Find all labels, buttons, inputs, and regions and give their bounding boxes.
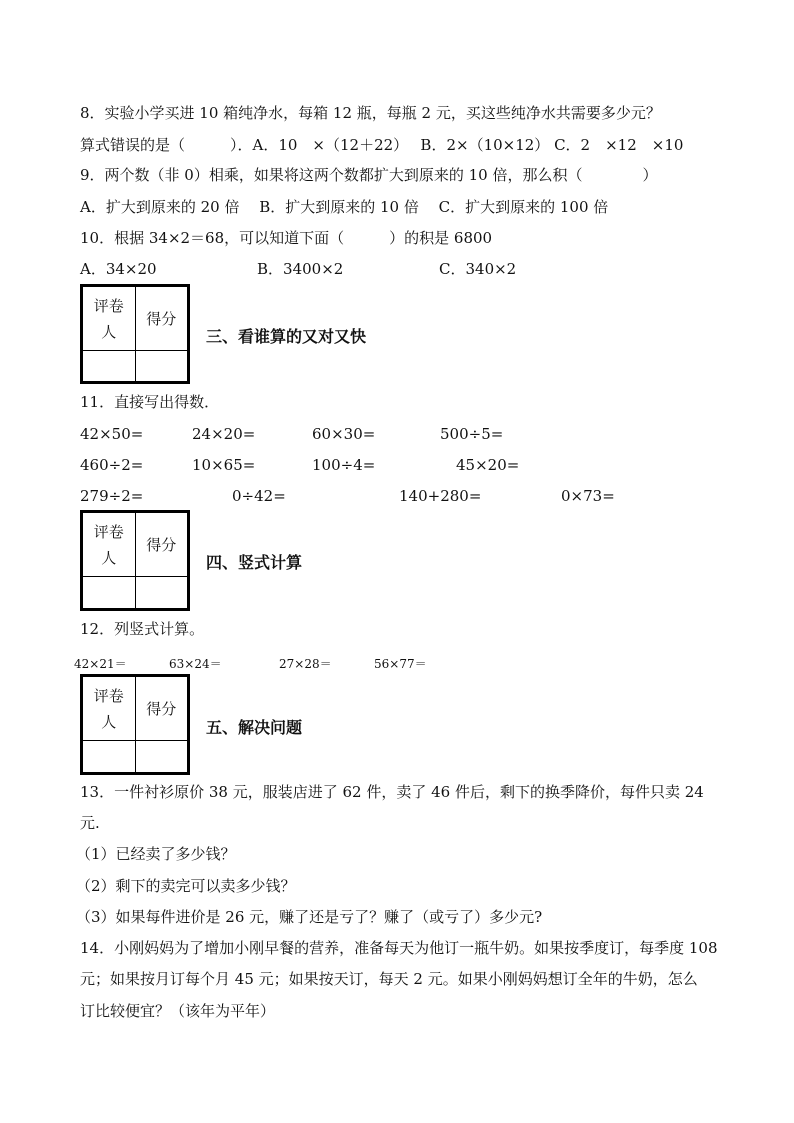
q12-item: 27×28＝	[279, 657, 332, 671]
evaluator-label-line2: 人	[101, 322, 117, 341]
q11-item: 45×20=	[456, 456, 520, 474]
evaluator-label-line1: 评卷	[93, 686, 124, 705]
score-blank[interactable]	[135, 351, 188, 382]
score-label: 得分	[146, 700, 177, 718]
evaluator-label-line1: 评卷	[93, 522, 124, 541]
q11-item: 460÷2=	[80, 456, 144, 474]
q10-option-c: C．340×2	[439, 260, 517, 278]
evaluator-blank[interactable]	[83, 351, 136, 382]
q13-sub3: （3）如果每件进价是 26 元，赚了还是亏了？赚了（或亏了）多少元?	[76, 908, 543, 926]
evaluator-blank[interactable]	[83, 577, 136, 609]
q11-item: 140+280=	[399, 487, 482, 505]
evaluator-cell	[83, 513, 136, 577]
score-blank[interactable]	[135, 741, 188, 773]
section-four-title: 四、竖式计算	[206, 553, 303, 572]
q11-item: 24×20=	[192, 425, 256, 443]
q11-stem: 11．直接写出得数．	[80, 393, 220, 411]
q11-item: 0÷42=	[232, 487, 286, 505]
section-three-title: 三、看谁算的又对又快	[206, 327, 367, 346]
section-five-title: 五、解决问题	[206, 718, 303, 737]
q10-option-a: A．34×20	[80, 260, 157, 278]
q10-stem: 10．根据 34×2＝68，可以知道下面（ ）的积是 6800	[80, 229, 493, 247]
q11-item: 10×65=	[192, 456, 256, 474]
score-box	[80, 284, 190, 384]
evaluator-cell	[83, 287, 136, 351]
q11-item: 42×50=	[80, 425, 144, 443]
q9-stem: 9．两个数（非 0）相乘，如果将这两个数都扩大到原来的 10 倍，那么积（ ）	[80, 166, 658, 184]
q9-options: A．扩大到原来的 20 倍 B．扩大到原来的 10 倍 C．扩大到原来的 100 倍	[80, 198, 609, 216]
q14-line2: 元；如果按月订每个月 45 元；如果按天订，每天 2 元。如果小刚妈妈想订全年的牛奶，怎么	[80, 970, 698, 988]
evaluator-cell	[83, 677, 136, 741]
q13-stem-line1: 13．一件衬衫原价 38 元，服装店进了 62 件，卖了 46 件后，剩下的换季降价，每件只卖 24	[80, 783, 704, 801]
q13-sub1: （1）已经卖了多少钱？	[76, 845, 236, 863]
score-box	[80, 510, 190, 611]
q11-item: 500÷5=	[440, 425, 504, 443]
q14-line1: 14．小刚妈妈为了增加小刚早餐的营养，准备每天为他订一瓶牛奶。如果按季度订，每季度 108	[80, 939, 718, 957]
score-label: 得分	[146, 310, 177, 328]
q14-line3: 订比较便宜？（该年为平年）	[80, 1002, 276, 1020]
score-label-cell	[135, 513, 188, 577]
score-blank[interactable]	[135, 577, 188, 609]
q8-stem: 8．实验小学买进 10 箱纯净水，每箱 12 瓶，每瓶 2 元，买这些纯净水共需要多少元？	[80, 104, 661, 122]
evaluator-label-line2: 人	[101, 712, 117, 731]
evaluator-blank[interactable]	[83, 741, 136, 773]
score-label-cell	[135, 677, 188, 741]
q12-item: 63×24＝	[169, 657, 222, 671]
score-label-cell	[135, 287, 188, 351]
evaluator-label-line2: 人	[101, 548, 117, 567]
q12-item: 42×21＝	[74, 657, 127, 671]
q11-item: 100÷4=	[312, 456, 376, 474]
evaluator-label-line1: 评卷	[93, 296, 124, 315]
score-box	[80, 674, 190, 775]
q11-item: 279÷2=	[80, 487, 144, 505]
q12-item: 56×77＝	[374, 657, 427, 671]
q12-stem: 12．列竖式计算。	[80, 620, 205, 638]
q13-sub2: （2）剩下的卖完可以卖多少钱？	[76, 877, 296, 895]
q8-options: 算式错误的是（ ）．A．10 ×（12＋22） B．2×（10×12） C．2 ×12 ×10	[80, 136, 684, 154]
q11-item: 60×30=	[312, 425, 376, 443]
q11-item: 0×73=	[561, 487, 615, 505]
q13-stem-line2: 元.	[80, 814, 100, 832]
score-label: 得分	[146, 536, 177, 554]
q10-option-b: B．3400×2	[257, 260, 344, 278]
